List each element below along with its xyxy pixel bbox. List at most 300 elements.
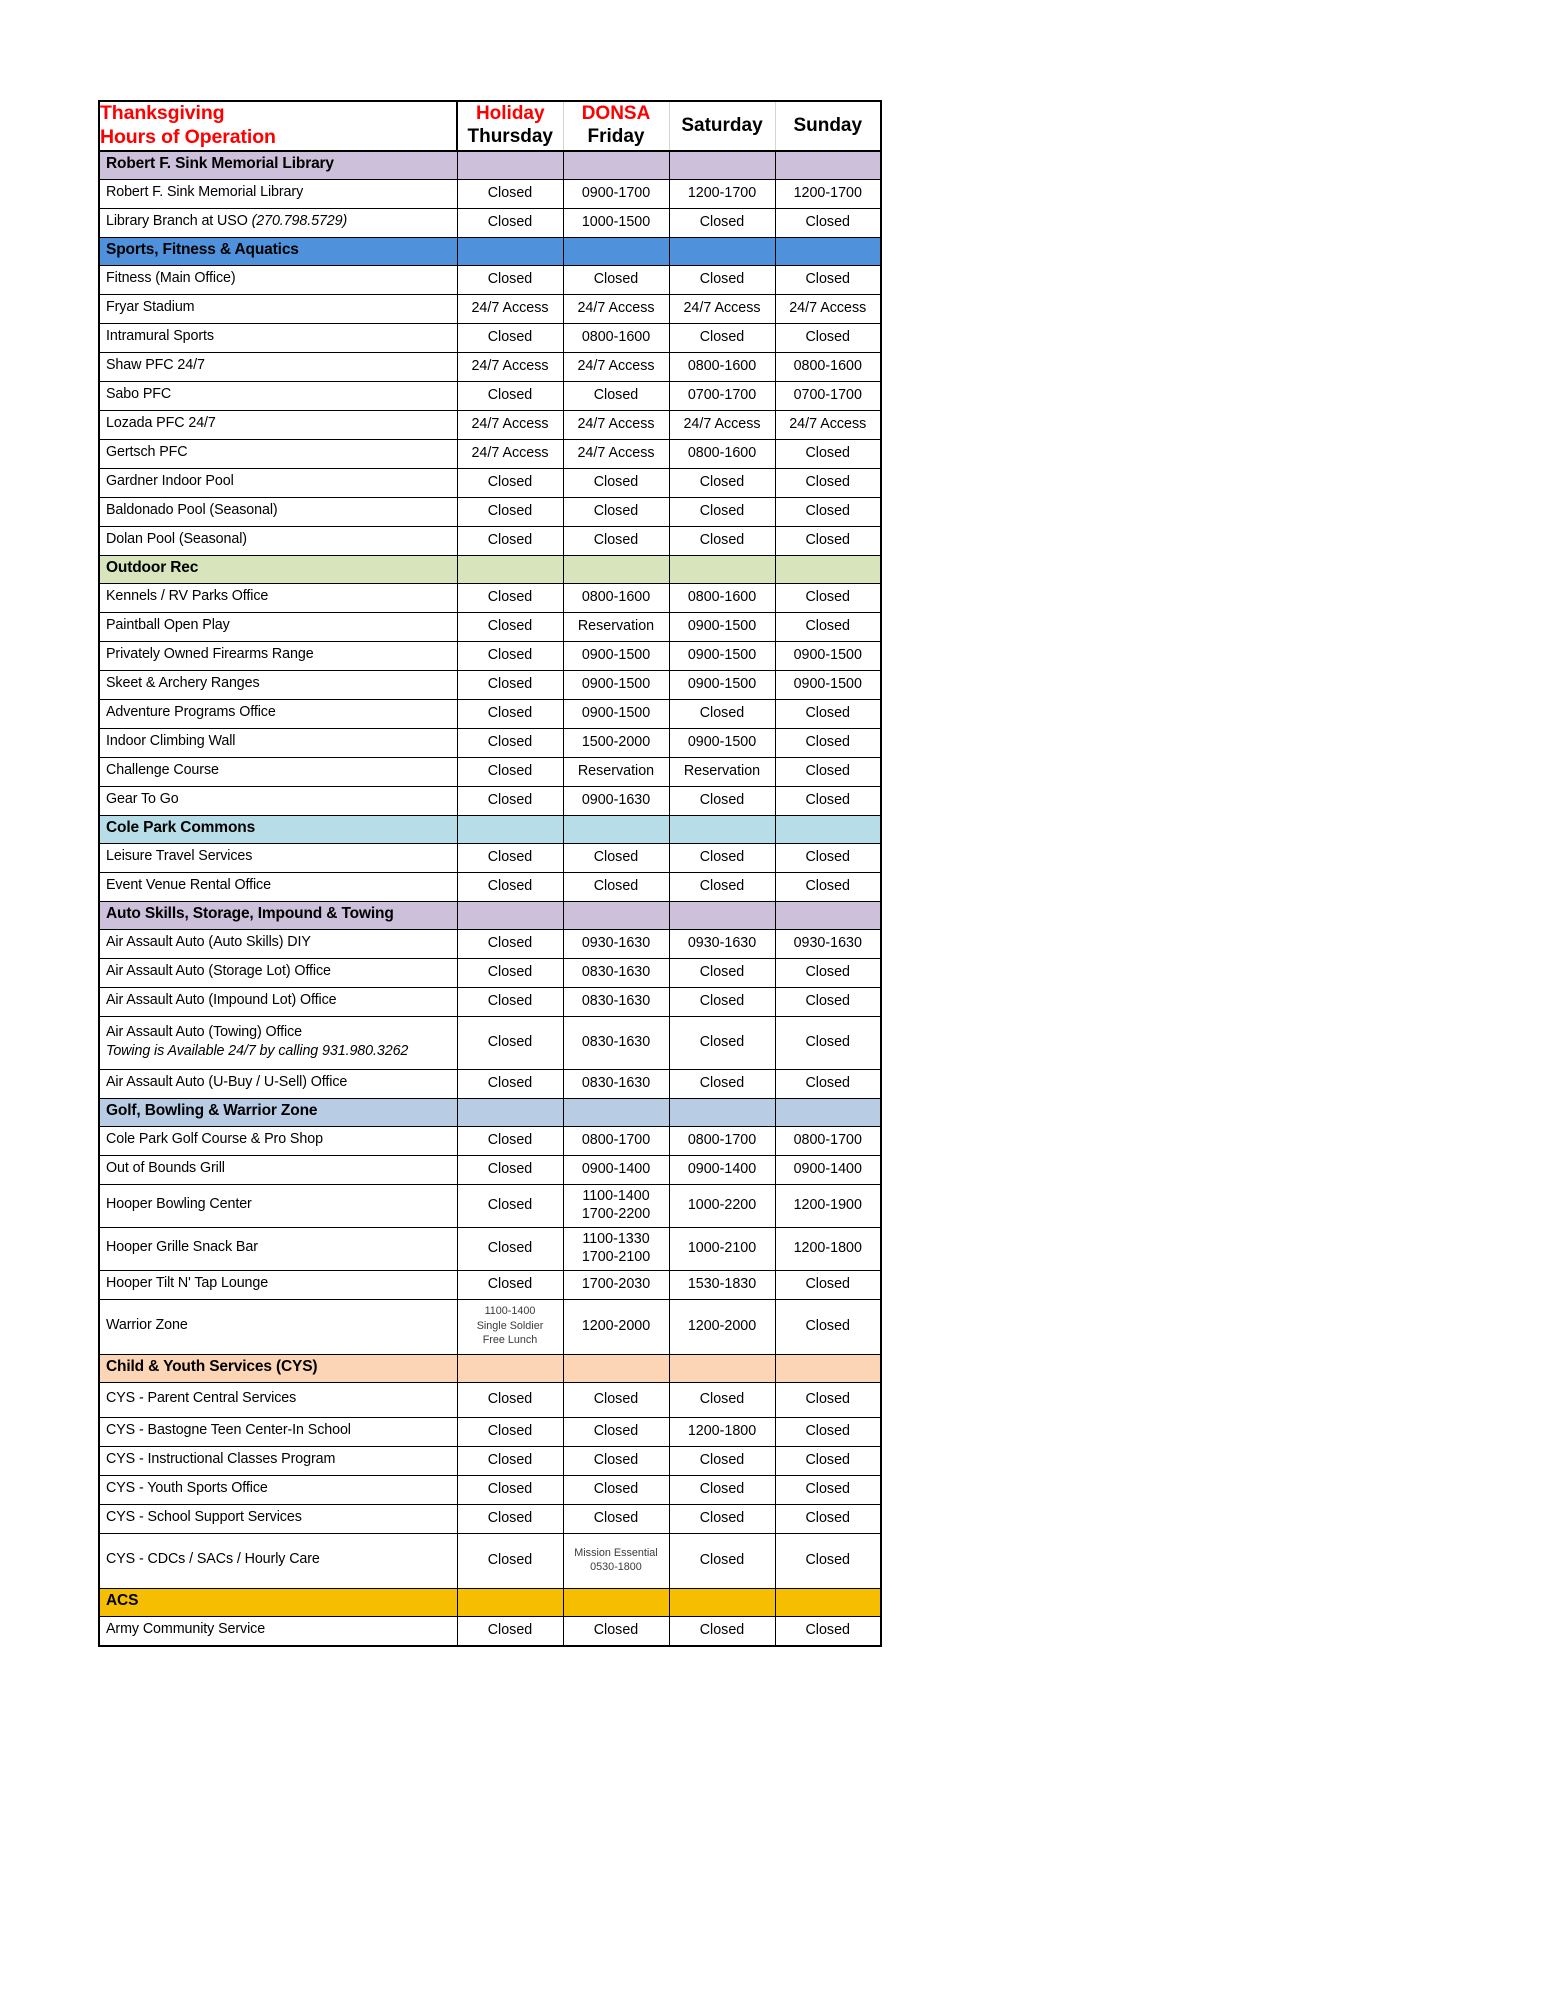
section-spacer-thursday — [457, 1588, 563, 1616]
facility-name-air-assault-auto-towing-office: Air Assault Auto (Towing) Office Towing is Available 24/7 by calling 931.980.3262 — [99, 1016, 457, 1069]
hours-friday: 24/7 Access — [563, 410, 669, 439]
section-spacer-thursday — [457, 815, 563, 843]
section-header-row — [99, 555, 881, 583]
hours-saturday: 24/7 Access — [669, 294, 775, 323]
hours-line: Single Soldier — [476, 1319, 544, 1332]
hours-saturday: 0800-1700 — [669, 1126, 775, 1155]
hours-thursday: Closed — [457, 323, 563, 352]
facility-name-cys-school-support-services: CYS - School Support Services — [99, 1504, 457, 1533]
hours-thursday: Closed — [457, 1155, 563, 1184]
section-spacer-friday — [563, 555, 669, 583]
column-header-sunday — [775, 101, 881, 151]
hours-friday: 0900-1500 — [563, 670, 669, 699]
hours-saturday: 0900-1400 — [669, 1155, 775, 1184]
section-title-child-youth-services-cys: Child & Youth Services (CYS) — [99, 1354, 457, 1382]
hours-friday: Closed — [563, 1475, 669, 1504]
hours-sunday: Closed — [775, 843, 881, 872]
hours-thursday: Closed — [457, 1069, 563, 1098]
hours-thursday: Closed — [457, 1533, 563, 1588]
table-row — [99, 987, 881, 1016]
hours-saturday: Closed — [669, 468, 775, 497]
facility-note: Towing is Available 24/7 by calling 931.980.3262 — [106, 1042, 409, 1059]
section-title-outdoor-rec: Outdoor Rec — [99, 555, 457, 583]
hours-saturday: 1000-2100 — [669, 1227, 775, 1270]
facility-name-shaw-pfc-24-7: Shaw PFC 24/7 — [99, 352, 457, 381]
facility-name-skeet-archery-ranges: Skeet & Archery Ranges — [99, 670, 457, 699]
hours-saturday: 0900-1500 — [669, 670, 775, 699]
table-row — [99, 1475, 881, 1504]
section-spacer-friday — [563, 237, 669, 265]
hours-thursday: Closed — [457, 872, 563, 901]
table-row — [99, 265, 881, 294]
facility-name-out-of-bounds-grill: Out of Bounds Grill — [99, 1155, 457, 1184]
hours-friday: 1500-2000 — [563, 728, 669, 757]
hours-friday: 24/7 Access — [563, 294, 669, 323]
hours-friday: Closed — [563, 1417, 669, 1446]
hours-thursday: 24/7 Access — [457, 294, 563, 323]
table-row — [99, 526, 881, 555]
hours-thursday: Closed — [457, 987, 563, 1016]
hours-sunday: Closed — [775, 526, 881, 555]
section-header-row — [99, 901, 881, 929]
section-spacer-saturday — [669, 1588, 775, 1616]
table-row — [99, 381, 881, 410]
hours-friday — [563, 1227, 669, 1270]
facility-name-gear-to-go: Gear To Go — [99, 786, 457, 815]
thursday-day-label: Thursday — [467, 125, 554, 147]
hours-friday: 0800-1600 — [563, 323, 669, 352]
hours-friday: 0900-1500 — [563, 699, 669, 728]
table-row — [99, 439, 881, 468]
hours-saturday: Closed — [669, 265, 775, 294]
hours-thursday: Closed — [457, 1475, 563, 1504]
column-header-saturday — [669, 101, 775, 151]
hours-sunday: 0900-1500 — [775, 641, 881, 670]
section-spacer-friday — [563, 1588, 669, 1616]
hours-friday: 1000-1500 — [563, 208, 669, 237]
hours-saturday: Closed — [669, 843, 775, 872]
hours-friday — [563, 1184, 669, 1227]
table-row — [99, 1446, 881, 1475]
hours-sunday: 1200-1900 — [775, 1184, 881, 1227]
section-header-row — [99, 151, 881, 180]
hours-sunday: 0900-1400 — [775, 1155, 881, 1184]
hours-sunday: Closed — [775, 1299, 881, 1354]
hours-sunday: Closed — [775, 1382, 881, 1417]
hours-sunday: Closed — [775, 1616, 881, 1646]
hours-sunday: 24/7 Access — [775, 294, 881, 323]
facility-name-air-assault-auto-auto-skills-diy: Air Assault Auto (Auto Skills) DIY — [99, 929, 457, 958]
section-header-row — [99, 1354, 881, 1382]
hours-sunday: 0800-1700 — [775, 1126, 881, 1155]
column-header-thursday — [457, 101, 563, 151]
hours-sunday: Closed — [775, 987, 881, 1016]
hours-saturday: 0800-1600 — [669, 583, 775, 612]
hours-friday: Closed — [563, 381, 669, 410]
hours-sunday: 0930-1630 — [775, 929, 881, 958]
hours-friday: 0800-1600 — [563, 583, 669, 612]
facility-name-adventure-programs-office: Adventure Programs Office — [99, 699, 457, 728]
hours-sunday: 1200-1700 — [775, 179, 881, 208]
hours-saturday: Reservation — [669, 757, 775, 786]
hours-friday: 0930-1630 — [563, 929, 669, 958]
section-spacer-sunday — [775, 1588, 881, 1616]
facility-name-kennels-rv-parks-office: Kennels / RV Parks Office — [99, 583, 457, 612]
hours-thursday: Closed — [457, 1270, 563, 1299]
hours-sunday: Closed — [775, 1417, 881, 1446]
hours-sunday: 1200-1800 — [775, 1227, 881, 1270]
hours-saturday: 0900-1500 — [669, 641, 775, 670]
table-row — [99, 1417, 881, 1446]
table-row — [99, 786, 881, 815]
table-row — [99, 410, 881, 439]
hours-sunday: Closed — [775, 1069, 881, 1098]
hours-friday: Reservation — [563, 612, 669, 641]
hours-thursday: Closed — [457, 179, 563, 208]
section-spacer-friday — [563, 815, 669, 843]
hours-sunday: Closed — [775, 757, 881, 786]
hours-sunday: Closed — [775, 468, 881, 497]
hours-friday: 24/7 Access — [563, 352, 669, 381]
section-header-row — [99, 815, 881, 843]
section-title-robert-f-sink-memorial-library: Robert F. Sink Memorial Library — [99, 151, 457, 180]
hours-saturday: Closed — [669, 1504, 775, 1533]
hours-thursday: Closed — [457, 381, 563, 410]
hours-friday: 0830-1630 — [563, 987, 669, 1016]
hours-thursday: Closed — [457, 1417, 563, 1446]
hours-sunday: 0700-1700 — [775, 381, 881, 410]
section-title-cole-park-commons: Cole Park Commons — [99, 815, 457, 843]
hours-sunday: Closed — [775, 265, 881, 294]
hours-friday: Closed — [563, 265, 669, 294]
hours-saturday: Closed — [669, 699, 775, 728]
facility-name-hooper-grille-snack-bar: Hooper Grille Snack Bar — [99, 1227, 457, 1270]
section-spacer-saturday — [669, 1354, 775, 1382]
hours-thursday: Closed — [457, 1016, 563, 1069]
section-spacer-sunday — [775, 1098, 881, 1126]
hours-saturday: Closed — [669, 1069, 775, 1098]
facility-name-air-assault-auto-u-buy-u-sell-office: Air Assault Auto (U-Buy / U-Sell) Office — [99, 1069, 457, 1098]
facility-name-cys-youth-sports-office: CYS - Youth Sports Office — [99, 1475, 457, 1504]
saturday-day-label: Saturday — [681, 114, 763, 136]
column-header-friday — [563, 101, 669, 151]
hours-thursday: Closed — [457, 641, 563, 670]
hours-line: 1100-1400 — [484, 1305, 536, 1318]
hours-thursday: 24/7 Access — [457, 410, 563, 439]
hours-friday: 0830-1630 — [563, 1016, 669, 1069]
section-spacer-saturday — [669, 151, 775, 180]
table-row — [99, 728, 881, 757]
section-title-sports-fitness-aquatics: Sports, Fitness & Aquatics — [99, 237, 457, 265]
hours-sunday: 0800-1600 — [775, 352, 881, 381]
hours-friday: 0800-1700 — [563, 1126, 669, 1155]
sheet-title — [99, 101, 457, 151]
hours-sunday: Closed — [775, 583, 881, 612]
facility-name-cys-cdcs-sacs-hourly-care: CYS - CDCs / SACs / Hourly Care — [99, 1533, 457, 1588]
hours-sunday: Closed — [775, 958, 881, 987]
hours-thursday: Closed — [457, 1382, 563, 1417]
hours-saturday: Closed — [669, 208, 775, 237]
hours-thursday: Closed — [457, 265, 563, 294]
hours-friday: Reservation — [563, 757, 669, 786]
hours-sunday: Closed — [775, 699, 881, 728]
hours-thursday: Closed — [457, 786, 563, 815]
facility-name-privately-owned-firearms-range: Privately Owned Firearms Range — [99, 641, 457, 670]
hours-thursday: Closed — [457, 670, 563, 699]
hours-saturday: 1000-2200 — [669, 1184, 775, 1227]
table-row — [99, 1155, 881, 1184]
section-spacer-saturday — [669, 1098, 775, 1126]
hours-line: Free Lunch — [482, 1334, 538, 1347]
table-body — [99, 151, 881, 1646]
hours-saturday: Closed — [669, 958, 775, 987]
table-row — [99, 208, 881, 237]
facility-name-indoor-climbing-wall: Indoor Climbing Wall — [99, 728, 457, 757]
hours-line: 1100-1330 — [582, 1230, 650, 1247]
hours-thursday: Closed — [457, 728, 563, 757]
title-line-2: Hours of Operation — [100, 125, 276, 148]
thursday-holiday-label: Holiday — [475, 103, 545, 125]
hours-friday: Closed — [563, 526, 669, 555]
hours-friday: Closed — [563, 1504, 669, 1533]
hours-sunday: Closed — [775, 1475, 881, 1504]
table-row — [99, 1616, 881, 1646]
table-row — [99, 352, 881, 381]
hours-thursday: Closed — [457, 1446, 563, 1475]
hours-saturday: 0900-1500 — [669, 612, 775, 641]
hours-friday: Closed — [563, 468, 669, 497]
facility-name-cys-parent-central-services: CYS - Parent Central Services — [99, 1382, 457, 1417]
section-spacer-friday — [563, 1098, 669, 1126]
hours-saturday: 0800-1600 — [669, 439, 775, 468]
table-row — [99, 757, 881, 786]
header-row — [99, 101, 881, 151]
table-row — [99, 670, 881, 699]
hours-saturday: 1200-1700 — [669, 179, 775, 208]
section-spacer-thursday — [457, 151, 563, 180]
hours-sunday: 24/7 Access — [775, 410, 881, 439]
section-spacer-saturday — [669, 815, 775, 843]
facility-name-dolan-pool-seasonal: Dolan Pool (Seasonal) — [99, 526, 457, 555]
facility-name-gertsch-pfc: Gertsch PFC — [99, 439, 457, 468]
hours-saturday: 0900-1500 — [669, 728, 775, 757]
facility-name-leisure-travel-services: Leisure Travel Services — [99, 843, 457, 872]
hours-thursday: Closed — [457, 843, 563, 872]
hours-thursday: Closed — [457, 958, 563, 987]
hours-friday: 0900-1630 — [563, 786, 669, 815]
section-spacer-thursday — [457, 1354, 563, 1382]
table-row — [99, 1069, 881, 1098]
facility-name-event-venue-rental-office: Event Venue Rental Office — [99, 872, 457, 901]
hours-thursday — [457, 1299, 563, 1354]
facility-name-gardner-indoor-pool: Gardner Indoor Pool — [99, 468, 457, 497]
hours-thursday: Closed — [457, 1126, 563, 1155]
section-spacer-sunday — [775, 151, 881, 180]
facility-name-fitness-main-office: Fitness (Main Office) — [99, 265, 457, 294]
table-row — [99, 1126, 881, 1155]
hours-thursday: 24/7 Access — [457, 439, 563, 468]
section-spacer-saturday — [669, 237, 775, 265]
hours-thursday: Closed — [457, 1184, 563, 1227]
hours-friday: Closed — [563, 497, 669, 526]
hours-sunday: 0900-1500 — [775, 670, 881, 699]
hours-saturday: Closed — [669, 1616, 775, 1646]
section-spacer-friday — [563, 901, 669, 929]
hours-thursday: Closed — [457, 583, 563, 612]
table-row — [99, 929, 881, 958]
table-row — [99, 294, 881, 323]
hours-line: Mission Essential — [574, 1546, 658, 1559]
facility-name-sabo-pfc: Sabo PFC — [99, 381, 457, 410]
hours-sunday: Closed — [775, 786, 881, 815]
hours-sunday: Closed — [775, 1446, 881, 1475]
section-spacer-thursday — [457, 1098, 563, 1126]
hours-friday: 0900-1400 — [563, 1155, 669, 1184]
table-row — [99, 468, 881, 497]
hours-saturday: Closed — [669, 1016, 775, 1069]
hours-friday — [563, 1533, 669, 1588]
hours-friday: Closed — [563, 1382, 669, 1417]
hours-friday: Closed — [563, 1616, 669, 1646]
hours-line: 1100-1400 — [582, 1187, 650, 1204]
section-title-golf-bowling-warrior-zone: Golf, Bowling & Warrior Zone — [99, 1098, 457, 1126]
section-spacer-friday — [563, 151, 669, 180]
facility-name-intramural-sports: Intramural Sports — [99, 323, 457, 352]
table-row — [99, 1299, 881, 1354]
table-row — [99, 843, 881, 872]
hours-thursday: Closed — [457, 1504, 563, 1533]
facility-name-hooper-bowling-center: Hooper Bowling Center — [99, 1184, 457, 1227]
section-spacer-saturday — [669, 555, 775, 583]
section-spacer-thursday — [457, 555, 563, 583]
facility-name-air-assault-auto-impound-lot-office: Air Assault Auto (Impound Lot) Office — [99, 987, 457, 1016]
hours-saturday: Closed — [669, 1382, 775, 1417]
sunday-day-label: Sunday — [793, 114, 863, 136]
hours-friday: Closed — [563, 843, 669, 872]
facility-name-fryar-stadium: Fryar Stadium — [99, 294, 457, 323]
hours-thursday: Closed — [457, 612, 563, 641]
hours-friday: 0900-1500 — [563, 641, 669, 670]
hours-friday: Closed — [563, 1446, 669, 1475]
hours-saturday: Closed — [669, 1533, 775, 1588]
hours-line: 1700-2100 — [581, 1249, 651, 1266]
table-row — [99, 872, 881, 901]
table-row — [99, 1184, 881, 1227]
section-spacer-sunday — [775, 555, 881, 583]
hours-sunday: Closed — [775, 439, 881, 468]
hours-sunday: Closed — [775, 1504, 881, 1533]
table-row — [99, 583, 881, 612]
hours-thursday: 24/7 Access — [457, 352, 563, 381]
hours-thursday: Closed — [457, 526, 563, 555]
section-title-acs: ACS — [99, 1588, 457, 1616]
table-row — [99, 179, 881, 208]
hours-sunday: Closed — [775, 872, 881, 901]
hours-saturday: 0930-1630 — [669, 929, 775, 958]
facility-name-challenge-course: Challenge Course — [99, 757, 457, 786]
hours-sunday: Closed — [775, 323, 881, 352]
facility-name-cys-instructional-classes-program: CYS - Instructional Classes Program — [99, 1446, 457, 1475]
hours-sunday: Closed — [775, 208, 881, 237]
hours-sunday: Closed — [775, 1533, 881, 1588]
table-row — [99, 1533, 881, 1588]
hours-saturday: 0700-1700 — [669, 381, 775, 410]
hours-friday: 0830-1630 — [563, 1069, 669, 1098]
hours-saturday: 1530-1830 — [669, 1270, 775, 1299]
hours-saturday: Closed — [669, 526, 775, 555]
table-row — [99, 612, 881, 641]
table-row — [99, 699, 881, 728]
hours-saturday: 1200-2000 — [669, 1299, 775, 1354]
hours-sunday: Closed — [775, 497, 881, 526]
hours-thursday: Closed — [457, 1616, 563, 1646]
hours-saturday: Closed — [669, 1446, 775, 1475]
section-spacer-sunday — [775, 1354, 881, 1382]
hours-table — [98, 100, 882, 1647]
section-spacer-sunday — [775, 237, 881, 265]
hours-friday: 1200-2000 — [563, 1299, 669, 1354]
hours-sunday: Closed — [775, 728, 881, 757]
table-row — [99, 497, 881, 526]
facility-name-robert-f-sink-memorial-library: Robert F. Sink Memorial Library — [99, 179, 457, 208]
facility-name-cole-park-golf-course-pro-shop: Cole Park Golf Course & Pro Shop — [99, 1126, 457, 1155]
facility-name-cys-bastogne-teen-center-in-school: CYS - Bastogne Teen Center-In School — [99, 1417, 457, 1446]
section-header-row — [99, 1098, 881, 1126]
hours-sunday: Closed — [775, 612, 881, 641]
section-spacer-sunday — [775, 815, 881, 843]
hours-saturday: Closed — [669, 1475, 775, 1504]
hours-sunday: Closed — [775, 1270, 881, 1299]
facility-name-air-assault-auto-storage-lot-office: Air Assault Auto (Storage Lot) Office — [99, 958, 457, 987]
hours-saturday: Closed — [669, 987, 775, 1016]
table-row — [99, 1227, 881, 1270]
hours-saturday: 1200-1800 — [669, 1417, 775, 1446]
hours-friday: 0900-1700 — [563, 179, 669, 208]
section-header-row — [99, 237, 881, 265]
hours-thursday: Closed — [457, 699, 563, 728]
hours-friday: 24/7 Access — [563, 439, 669, 468]
hours-saturday: 24/7 Access — [669, 410, 775, 439]
table-row — [99, 1270, 881, 1299]
section-title-auto-skills-storage-impound-towing: Auto Skills, Storage, Impound & Towing — [99, 901, 457, 929]
facility-name-paintball-open-play: Paintball Open Play — [99, 612, 457, 641]
hours-thursday: Closed — [457, 497, 563, 526]
facility-phone: (270.798.5729) — [251, 213, 348, 230]
section-spacer-friday — [563, 1354, 669, 1382]
table-row — [99, 641, 881, 670]
section-spacer-saturday — [669, 901, 775, 929]
table-header — [99, 101, 881, 151]
hours-friday: 0830-1630 — [563, 958, 669, 987]
hours-saturday: 0800-1600 — [669, 352, 775, 381]
hours-saturday: Closed — [669, 872, 775, 901]
hours-thursday: Closed — [457, 1227, 563, 1270]
title-line-1: Thanksgiving — [100, 102, 225, 124]
facility-name-lozada-pfc-24-7: Lozada PFC 24/7 — [99, 410, 457, 439]
hours-thursday: Closed — [457, 757, 563, 786]
section-spacer-thursday — [457, 237, 563, 265]
hours-thursday: Closed — [457, 468, 563, 497]
facility-name-warrior-zone: Warrior Zone — [99, 1299, 457, 1354]
section-spacer-sunday — [775, 901, 881, 929]
hours-friday: Closed — [563, 872, 669, 901]
hours-saturday: Closed — [669, 323, 775, 352]
table-row — [99, 958, 881, 987]
hours-line: 0530-1800 — [590, 1561, 642, 1574]
section-spacer-thursday — [457, 901, 563, 929]
hours-saturday: Closed — [669, 497, 775, 526]
facility-name-library-branch-at-uso: Library Branch at USO (270.798.5729) — [99, 208, 457, 237]
